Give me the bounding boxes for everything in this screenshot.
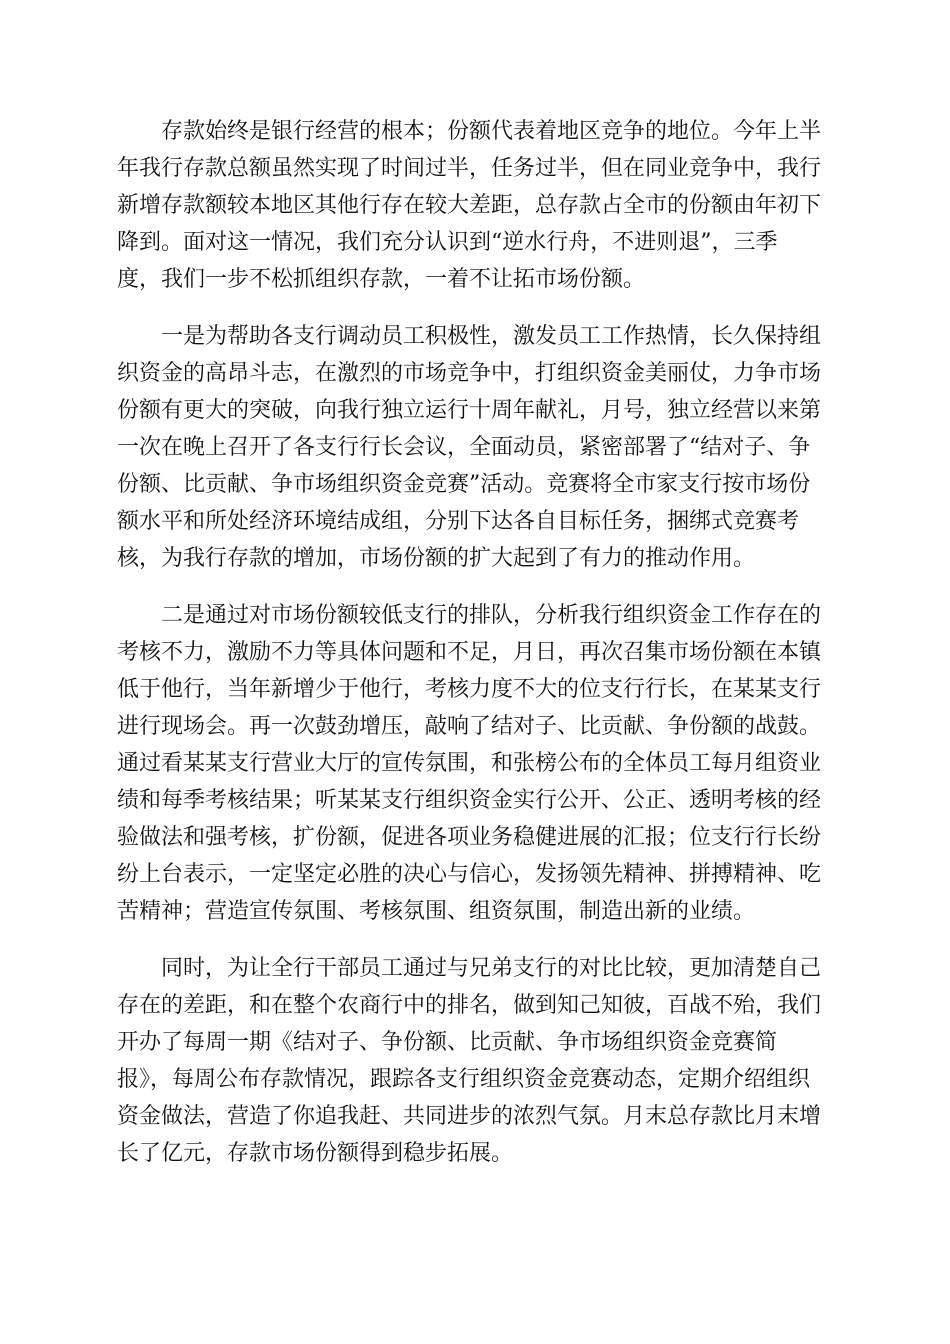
text-line: 一次在晚上召开了各支行行长会议，全面动员，紧密部署了“结对子、争 <box>117 435 811 460</box>
text-line: 绩和每季考核结果；听某某支行组织资金实行公开、公正、透明考核的经 <box>117 788 822 813</box>
paragraph-2 <box>117 318 835 577</box>
text-line: 降到。面对这一情况，我们充分认识到“逆水行舟，不进则退”，三季 <box>117 230 778 255</box>
paragraph-1 <box>117 113 835 298</box>
text-line: 份额有更大的突破，向我行独立运行十周年献礼，月号，独立经营以来第 <box>117 398 822 423</box>
text-line: 纷上台表示，一定坚定必胜的决心与信心，发扬领先精神、拼搏精神、吃 <box>117 862 822 887</box>
text-line: 考核不力，激励不力等具体问题和不足，月日，再次召集市场份额在本镇 <box>117 640 822 665</box>
text-line: 资金做法，营造了你追我赶、共同进步的浓烈气氛。月末总存款比月末增 <box>117 1104 822 1129</box>
text-line: 一是为帮助各支行调动员工积极性，激发员工工作热情，长久保持组 <box>161 324 822 349</box>
text-line: 度，我们一步不松抓组织存款，一着不让拓市场份额。 <box>117 267 646 292</box>
text-line: 同时，为让全行干部员工通过与兄弟支行的对比比较，更加清楚自己 <box>161 956 822 981</box>
text-line: 额水平和所处经济环境结成组，分别下达各自目标任务，捆绑式竞赛考 <box>117 509 800 534</box>
text-line: 年我行存款总额虽然实现了时间过半，任务过半，但在同业竞争中，我行 <box>117 156 822 181</box>
text-line: 织资金的高昂斗志，在激烈的市场竞争中，打组织资金美丽仗，力争市场 <box>117 361 822 386</box>
document-body <box>117 113 835 1192</box>
text-line: 二是通过对市场份额较低支行的排队，分析我行组织资金工作存在的 <box>161 603 822 628</box>
text-line: 报》，每周公布存款情况，跟踪各支行组织资金竞赛动态，定期介绍组织 <box>117 1067 811 1092</box>
text-line: 存在的差距，和在整个农商行中的排名，做到知己知彼，百战不殆，我们 <box>117 993 822 1018</box>
text-line: 存款始终是银行经营的根本；份额代表着地区竞争的地位。今年上半 <box>161 119 822 144</box>
text-line: 长了亿元，存款市场份额得到稳步拓展。 <box>117 1141 514 1166</box>
text-line: 份额、比贡献、争市场组织资金竞赛”活动。竞赛将全市家支行按市场份 <box>117 472 811 497</box>
text-line: 开办了每周一期《结对子、争份额、比贡献、争市场组织资金竞赛简 <box>117 1030 778 1055</box>
text-line: 新增存款额较本地区其他行存在较大差距，总存款占全市的份额由年初下 <box>117 193 822 218</box>
text-line: 苦精神；营造宣传氛围、考核氛围、组资氛围，制造出新的业绩。 <box>117 899 756 924</box>
text-line: 通过看某某支行营业大厅的宣传氛围，和张榜公布的全体员工每月组资业 <box>117 751 822 776</box>
paragraph-3 <box>117 597 835 930</box>
paragraph-4 <box>117 950 835 1172</box>
text-line: 进行现场会。再一次鼓劲增压，敲响了结对子、比贡献、争份额的战鼓。 <box>117 714 822 739</box>
text-line: 核，为我行存款的增加，市场份额的扩大起到了有力的推动作用。 <box>117 546 756 571</box>
text-line: 低于他行，当年新增少于他行，考核力度不大的位支行行长，在某某支行 <box>117 677 822 702</box>
text-line: 验做法和强考核，扩份额，促进各项业务稳健进展的汇报；位支行行长纷 <box>117 825 822 850</box>
